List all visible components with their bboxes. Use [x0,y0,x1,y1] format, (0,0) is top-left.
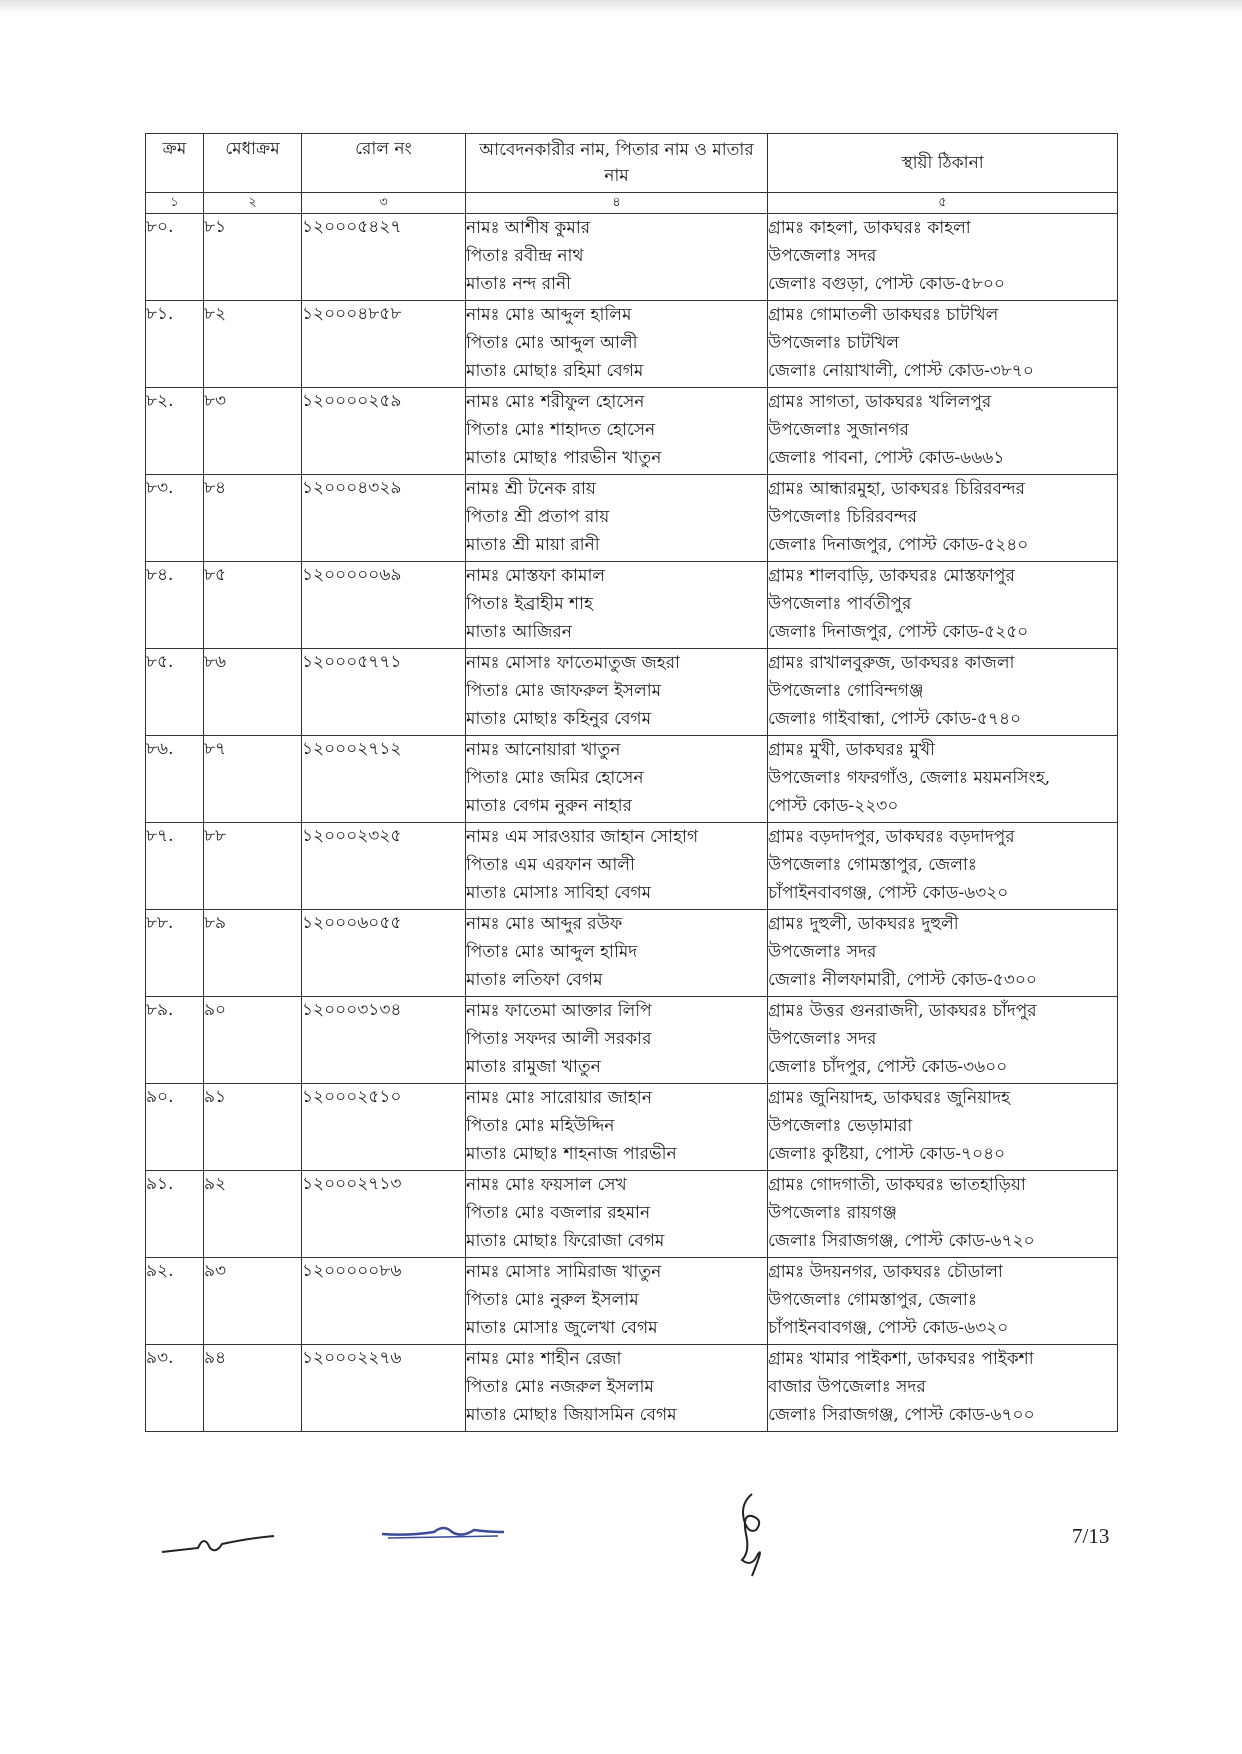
address-cell [768,649,1118,736]
address-line: গ্রামঃ রাখালবুরুজ, ডাকঘরঃ কাজলা [768,653,1015,673]
merit-cell: ৮৮ [204,823,302,910]
applicant-name: নামঃ মোঃ আব্দুর রউফ [466,914,623,934]
address-line: উপজেলাঃ গোমস্তাপুর, জেলাঃ [768,1290,977,1310]
signature-1 [160,1520,280,1560]
table-body [146,214,1118,1432]
address-line: উপজেলাঃ সদর [768,1029,877,1049]
address-cell [768,1258,1118,1345]
applicant-name: নামঃ মোসাঃ সামিরাজ খাতুন [466,1262,662,1282]
address-line: গ্রামঃ গোমাতলী ডাকঘরঃ চাটখিল [768,305,999,325]
serial-cell: ৯০. [146,1084,204,1171]
address-line: জেলাঃ সিরাজগঞ্জ, পোস্ট কোড-৬৭০০ [768,1405,1035,1425]
column-number-row [146,193,1118,214]
father-name: পিতাঃ রবীন্দ্র নাথ [466,246,584,266]
address-line: উপজেলাঃ গোমস্তাপুর, জেলাঃ [768,855,977,875]
applicant-cell [466,1171,768,1258]
address-line: গ্রামঃ বড়দাদপুর, ডাকঘরঃ বড়দাদপুর [768,827,1015,847]
address-line: গ্রামঃ জুনিয়াদহ, ডাকঘরঃ জুনিয়াদহ [768,1088,1011,1108]
applicant-cell [466,214,768,301]
merit-cell: ৯৪ [204,1345,302,1432]
address-line: গ্রামঃ আন্ধারমুহা, ডাকঘরঃ চিরিরবন্দর [768,479,1025,499]
address-line: উপজেলাঃ ভেড়ামারা [768,1116,913,1136]
table-row [146,823,1118,910]
scan-edge [0,0,1242,14]
address-line: উপজেলাঃ চিরিরবন্দর [768,507,917,527]
address-line: জেলাঃ গাইবান্ধা, পোস্ট কোড-৫৭৪০ [768,709,1022,729]
father-name: পিতাঃ শ্রী প্রতাপ রায় [466,507,610,527]
address-line: গ্রামঃ খামার পাইকশা, ডাকঘরঃ পাইকশা [768,1349,1034,1369]
address-cell [768,562,1118,649]
merit-cell: ৮৪ [204,475,302,562]
mother-name: মাতাঃ রামুজা খাতুন [466,1057,601,1077]
address-line: উপজেলাঃ চাটখিল [768,333,899,353]
roll-cell: ১২০০০২৫১০ [302,1084,466,1171]
address-line: জেলাঃ দিনাজপুর, পোস্ট কোড-৫২৪০ [768,535,1029,555]
merit-list-table [145,133,1118,1432]
applicant-name: নামঃ মোঃ ফয়সাল সেখ [466,1175,627,1195]
address-line: গ্রামঃ উত্তর গুনরাজদী, ডাকঘরঃ চাঁদপুর [768,1001,1037,1021]
father-name: পিতাঃ মোঃ শাহাদত হোসেন [466,420,656,440]
mother-name: মাতাঃ বেগম নুরুন নাহার [466,796,632,816]
address-line: জেলাঃ নোয়াখালী, পোস্ট কোড-৩৮৭০ [768,361,1034,381]
roll-cell: ১২০০০৪৮৫৮ [302,301,466,388]
header-serial: ক্রম [146,134,204,193]
father-name: পিতাঃ মোঃ আব্দুল আলী [466,333,638,353]
merit-cell: ৯০ [204,997,302,1084]
father-name: পিতাঃ মোঃ মহিউদ্দিন [466,1116,615,1136]
column-number: ৩ [302,193,466,214]
column-number: ১ [146,193,204,214]
address-cell [768,475,1118,562]
address-line: গ্রামঃ শালবাড়ি, ডাকঘরঃ মোস্তফাপুর [768,566,1015,586]
father-name: পিতাঃ মোঃ বজলার রহমান [466,1203,651,1223]
address-line: গ্রামঃ উদয়নগর, ডাকঘরঃ চৌডালা [768,1262,1003,1282]
applicant-name: নামঃ মোস্তফা কামাল [466,566,606,586]
mother-name: মাতাঃ আজিরন [466,622,572,642]
father-name: পিতাঃ এম এরফান আলী [466,855,635,875]
applicant-name: নামঃ আনোয়ারা খাতুন [466,740,621,760]
merit-cell: ৮২ [204,301,302,388]
address-line: বাজার উপজেলাঃ সদর [768,1377,926,1397]
mother-name: মাতাঃ নন্দ রানী [466,274,572,294]
roll-cell: ১২০০০৫৭৭১ [302,649,466,736]
signature-3 [722,1490,782,1580]
father-name: পিতাঃ ইব্রাহীম শাহ [466,594,593,614]
father-name: পিতাঃ সফদর আলী সরকার [466,1029,652,1049]
serial-cell: ৮২. [146,388,204,475]
table-row [146,475,1118,562]
address-cell [768,388,1118,475]
applicant-cell [466,475,768,562]
mother-name: মাতাঃ মোছাঃ কহিনুর বেগম [466,709,652,729]
address-line: উপজেলাঃ সদর [768,942,877,962]
merit-cell: ৮৩ [204,388,302,475]
address-line: গ্রামঃ মুখী, ডাকঘরঃ মুখী [768,740,935,760]
address-line: উপজেলাঃ সুজানগর [768,420,909,440]
mother-name: মাতাঃ মোছাঃ জিয়াসমিন বেগম [466,1405,677,1425]
address-cell [768,301,1118,388]
applicant-name: নামঃ মোঃ শাহীন রেজা [466,1349,622,1369]
address-cell [768,823,1118,910]
address-line: গ্রামঃ কাহলা, ডাকঘরঃ কাহলা [768,218,971,238]
father-name: পিতাঃ মোঃ নজরুল ইসলাম [466,1377,654,1397]
mother-name: মাতাঃ মোসাঃ সাবিহা বেগম [466,883,652,903]
roll-cell: ১২০০০৫৪২৭ [302,214,466,301]
header-merit: মেধাক্রম [204,134,302,193]
merit-cell: ৯১ [204,1084,302,1171]
address-cell [768,1171,1118,1258]
roll-cell: ১২০০০৪৩২৯ [302,475,466,562]
merit-cell: ৮১ [204,214,302,301]
serial-cell: ৮০. [146,214,204,301]
table-row [146,388,1118,475]
serial-cell: ৯৩. [146,1345,204,1432]
serial-cell: ৮৮. [146,910,204,997]
address-line: উপজেলাঃ সদর [768,246,877,266]
column-number: ৫ [768,193,1118,214]
address-line: জেলাঃ বগুড়া, পোস্ট কোড-৫৮০০ [768,274,1005,294]
table-row [146,1345,1118,1432]
roll-cell: ১২০০০০২৫৯ [302,388,466,475]
father-name: পিতাঃ মোঃ নুরুল ইসলাম [466,1290,639,1310]
roll-cell: ১২০০০৩১৩৪ [302,997,466,1084]
address-cell [768,910,1118,997]
address-line: উপজেলাঃ রায়গঞ্জ [768,1203,897,1223]
roll-cell: ১২০০০২২৭৬ [302,1345,466,1432]
roll-cell: ১২০০০০০৮৬ [302,1258,466,1345]
serial-cell: ৮১. [146,301,204,388]
table-row [146,910,1118,997]
table-row [146,1258,1118,1345]
applicant-cell [466,823,768,910]
table-row [146,301,1118,388]
address-cell [768,214,1118,301]
roll-cell: ১২০০০০০৬৯ [302,562,466,649]
roll-cell: ১২০০০২৭১২ [302,736,466,823]
father-name: পিতাঃ মোঃ জাফরুল ইসলাম [466,681,662,701]
address-line: জেলাঃ চাঁদপুর, পোস্ট কোড-৩৬০০ [768,1057,1008,1077]
father-name: পিতাঃ মোঃ আব্দুল হামিদ [466,942,638,962]
address-line: জেলাঃ সিরাজগঞ্জ, পোস্ট কোড-৬৭২০ [768,1231,1035,1251]
roll-cell: ১২০০০২৭১৩ [302,1171,466,1258]
mother-name: মাতাঃ শ্রী মায়া রানী [466,535,600,555]
address-line: জেলাঃ দিনাজপুর, পোস্ট কোড-৫২৫০ [768,622,1029,642]
header-roll: রোল নং [302,134,466,193]
address-cell [768,1345,1118,1432]
header-row [146,134,1118,193]
merit-cell: ৮৬ [204,649,302,736]
address-line: গ্রামঃ সাগতা, ডাকঘরঃ খলিলপুর [768,392,992,412]
father-name: পিতাঃ মোঃ জমির হোসেন [466,768,644,788]
header-name: আবেদনকারীর নাম, পিতার নাম ও মাতার নাম [466,134,768,193]
applicant-name: নামঃ মোঃ সারোয়ার জাহান [466,1088,652,1108]
roll-cell: ১২০০০৬০৫৫ [302,910,466,997]
serial-cell: ৮৭. [146,823,204,910]
address-cell [768,1084,1118,1171]
table-row [146,562,1118,649]
signature-2 [378,1518,508,1548]
applicant-name: নামঃ মোসাঃ ফাতেমাতুজ জহরা [466,653,680,673]
applicant-cell [466,1258,768,1345]
page-number: 7/13 [1072,1524,1110,1548]
table-row [146,997,1118,1084]
address-line: উপজেলাঃ গফরগাঁও, জেলাঃ ময়মনসিংহ, [768,768,1051,788]
table-row [146,1084,1118,1171]
applicant-name: নামঃ ফাতেমা আক্তার লিপি [466,1001,652,1021]
merit-cell: ৮৫ [204,562,302,649]
mother-name: মাতাঃ মোছাঃ ফিরোজা বেগম [466,1231,665,1251]
applicant-name: নামঃ শ্রী টনেক রায় [466,479,596,499]
serial-cell: ৯১. [146,1171,204,1258]
applicant-name: নামঃ মোঃ আব্দুল হালিম [466,305,632,325]
applicant-cell [466,997,768,1084]
serial-cell: ৮৬. [146,736,204,823]
applicant-name: নামঃ আশীষ কুমার [466,218,591,238]
address-cell [768,736,1118,823]
merit-cell: ৯২ [204,1171,302,1258]
column-number: ২ [204,193,302,214]
address-line: গ্রামঃ গোদগাতী, ডাকঘরঃ ভাতহাড়িয়া [768,1175,1026,1195]
applicant-cell [466,1345,768,1432]
roll-cell: ১২০০০২৩২৫ [302,823,466,910]
mother-name: মাতাঃ মোছাঃ শাহনাজ পারভীন [466,1144,677,1164]
address-line: গ্রামঃ দুহুলী, ডাকঘরঃ দুহুলী [768,914,959,934]
address-line: জেলাঃ কুষ্টিয়া, পোস্ট কোড-৭০৪০ [768,1144,1006,1164]
applicant-cell [466,649,768,736]
table-row [146,1171,1118,1258]
address-line: চাঁপাইনবাবগঞ্জ, পোস্ট কোড-৬৩২০ [768,883,1009,903]
applicant-name: নামঃ এম সারওয়ার জাহান সোহাগ [466,827,699,847]
applicant-cell [466,301,768,388]
table-row [146,736,1118,823]
mother-name: মাতাঃ মোছাঃ রহিমা বেগম [466,361,644,381]
serial-cell: ৮৩. [146,475,204,562]
applicant-cell [466,388,768,475]
column-number: ৪ [466,193,768,214]
header-address: স্থায়ী ঠিকানা [768,134,1118,193]
serial-cell: ৮৯. [146,997,204,1084]
applicant-cell [466,736,768,823]
mother-name: মাতাঃ লতিফা বেগম [466,970,603,990]
serial-cell: ৮৪. [146,562,204,649]
applicant-cell [466,562,768,649]
address-line: উপজেলাঃ গোবিন্দগঞ্জ [768,681,924,701]
address-line: পোস্ট কোড-২২৩০ [768,796,899,816]
table-row [146,649,1118,736]
address-line: চাঁপাইনবাবগঞ্জ, পোস্ট কোড-৬৩২০ [768,1318,1009,1338]
serial-cell: ৮৫. [146,649,204,736]
table-row [146,214,1118,301]
address-line: জেলাঃ পাবনা, পোস্ট কোড-৬৬৬১ [768,448,1005,468]
mother-name: মাতাঃ মোছাঃ পারভীন খাতুন [466,448,662,468]
applicant-cell [466,1084,768,1171]
mother-name: মাতাঃ মোসাঃ জুলেখা বেগম [466,1318,658,1338]
address-line: উপজেলাঃ পার্বতীপুর [768,594,912,614]
merit-cell: ৮৯ [204,910,302,997]
address-line: জেলাঃ নীলফামারী, পোস্ট কোড-৫৩০০ [768,970,1037,990]
merit-cell: ৮৭ [204,736,302,823]
serial-cell: ৯২. [146,1258,204,1345]
address-cell [768,997,1118,1084]
applicant-name: নামঃ মোঃ শরীফুল হোসেন [466,392,645,412]
merit-cell: ৯৩ [204,1258,302,1345]
applicant-cell [466,910,768,997]
